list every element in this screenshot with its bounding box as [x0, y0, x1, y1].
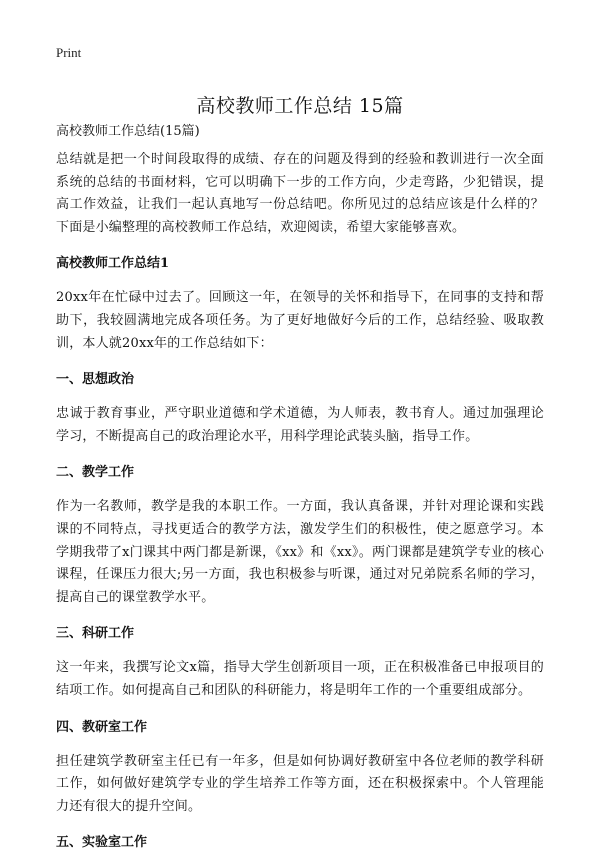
part-text-research: 这一年来，我撰写论文x篇，指导大学生创新项目一项，正在积极准备已申报项目的结项工作。如何提高自己和团队的科研能力，将是明年工作的一个重要组成部分。 — [56, 660, 544, 698]
section-intro-paragraph: 20xx年在忙碌中过去了。回顾这一年，在领导的关怀和指导下，在同事的支持和帮助下，我较圆满地完成各项任务。为了更好地做好今后的工作，总结经验、吸取教训，本人就20xx年的工作总结如下： — [56, 290, 544, 351]
document-subtitle: 高校教师工作总结(15篇) — [56, 124, 200, 139]
part-heading-lab: 五、实验室工作 — [56, 835, 148, 851]
part-heading-teaching: 二、教学工作 — [56, 465, 135, 481]
page-title: 高校教师工作总结 15篇 — [196, 94, 404, 117]
intro-paragraph: 总结就是把一个时间段取得的成绩、存在的问题及得到的经验和教训进行一次全面系统的总结的书面材料，它可以明确下一步的工作方向，少走弯路，少犯错误，提高工作效益，让我们一起认真地写一份总结吧。你所见过的总结应该是什么样的？下面是小编整理的高校教师工作总结，欢迎阅读，希望大家能够喜欢。 — [56, 152, 544, 235]
part-text-office: 担任建筑学教研室主任已有一年多，但是如何协调好教研室中各位老师的教学科研工作，如何做好建筑学专业的学生培养工作等方面，还在积极探索中。个人管理能力还有很大的提升空间。 — [56, 753, 544, 814]
part-text-teaching: 作为一名教师，教学是我的本职工作。一方面，我认真备课，并针对理论课和实践课的不同特点，寻找更适合的教学方法，激发学生们的积极性，使之愿意学习。本学期我带了x门课其中两门都是新课，《xx》和《xx》。两门课都是建筑学专业的核心课程，任课压力很大;另一方面，我也积极参与听课，通过对兄弟院系名师的学习，提高自己的课堂教学水平。 — [56, 499, 544, 605]
part-text-politics: 忠诚于教育事业，严守职业道德和学术道德，为人师表，教书育人。通过加强理论学习，不断提高自己的政治理论水平，用科学理论武装头脑，指导工作。 — [56, 406, 544, 444]
part-heading-office: 四、教研室工作 — [56, 719, 148, 735]
document-body — [56, 149, 544, 854]
section-title: 高校教师工作总结1 — [56, 256, 170, 272]
part-heading-politics: 一、思想政治 — [56, 372, 135, 388]
print-link[interactable]: Print — [56, 45, 82, 60]
part-heading-research: 三、科研工作 — [56, 626, 135, 642]
